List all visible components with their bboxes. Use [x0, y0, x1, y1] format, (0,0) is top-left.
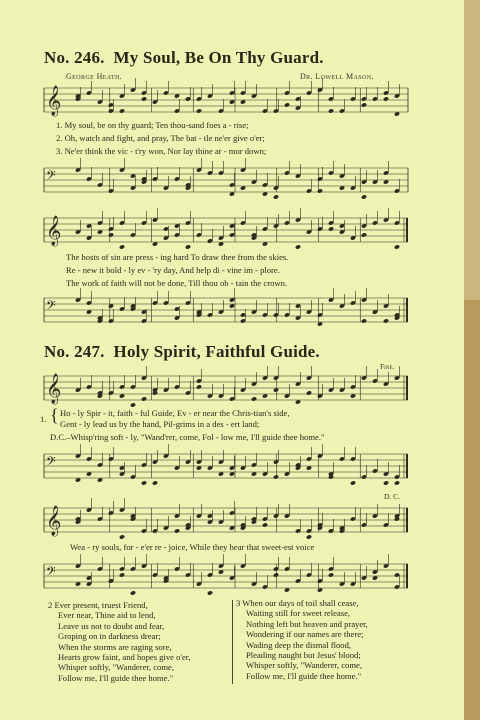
stanza-line: 3 When our days of toil shall cease,	[236, 598, 359, 608]
stanza-line: When the storms are raging sore,	[58, 641, 172, 652]
hymn-246-verse-1: 1. My soul, be on thy guard; Ten thou-sand foes a - rise;	[56, 120, 249, 130]
hymn-247-line-3: Wea - ry souls, for - e'er re - joice, While they hear that sweet-est voice	[70, 542, 315, 552]
stanza-3	[236, 598, 368, 681]
stanza-line: Whisper softly, "Wanderer, come,	[58, 662, 174, 673]
stanza-line: Leave us not to doubt and fear,	[58, 620, 165, 631]
verse-brace: {	[50, 405, 59, 425]
stanza-line: Follow me, I'll guide thee home."	[246, 670, 362, 681]
book-edge	[464, 300, 480, 720]
hymn-246-number: No. 246.	[44, 48, 105, 67]
svg-text:𝄞: 𝄞	[46, 506, 62, 536]
svg-text:𝄞: 𝄞	[46, 86, 62, 116]
hymn-247-dc-line: D.C.–Whisp'ring soft - ly, "Wand'rer, come, Fol - low me, I'll guide thee home."	[50, 432, 325, 442]
fine-label: Fine.	[380, 362, 395, 371]
hymn-247-line-2: Gent - ly lead us by the hand, Pil-grims in a des - ert land;	[60, 419, 260, 429]
hymn-246-verse-2: 2. Oh, watch and fight, and pray, The bat - tle ne'er give o'er;	[56, 133, 265, 143]
stanza-line: Nothing left but heaven and prayer,	[246, 618, 368, 629]
hymn-247-verse-number: 1.	[40, 414, 47, 424]
hymn-246-verse-1-cont: The hosts of sin are press - ing hard To draw thee from the skies.	[66, 252, 289, 262]
svg-text:𝄢: 𝄢	[46, 564, 56, 582]
hymn-247-number: No. 247.	[44, 342, 105, 361]
hymn-247-line-1: Ho - ly Spir - it, faith - ful Guide, Ev - er near the Chris-tian's side,	[60, 408, 290, 418]
stanza-line: Wondering if our names are there;	[246, 629, 364, 640]
svg-text:𝄞: 𝄞	[46, 216, 62, 246]
hymn-247-title	[44, 342, 320, 362]
stanza-line: Groping on in darkness drear;	[58, 631, 161, 642]
stanza-line: Follow me, I'll guide thee home."	[58, 672, 174, 683]
dc-label: D. C.	[384, 492, 401, 501]
hymn-247-bass-staff-2	[44, 560, 408, 592]
hymn-247-bass-staff-1	[44, 450, 408, 482]
stanza-line: Whisper softly, "Wanderer, come,	[246, 660, 362, 671]
stanza-line: Hearts grow faint, and hopes give o'er,	[58, 652, 191, 663]
hymn-246-verse-2-cont: Re - new it bold - ly ev - 'ry day, And help di - vine im - plore.	[66, 265, 280, 275]
stanza-divider	[232, 600, 233, 684]
stanza-line: 2 Ever present, truest Friend,	[48, 600, 148, 610]
hymn-246-title	[44, 48, 324, 68]
hymn-246-bass-staff-2	[44, 294, 408, 326]
stanza-line: Pleading naught but Jesus' blood;	[246, 650, 361, 661]
stanza-line: Waiting still for sweet release,	[246, 608, 351, 619]
stanza-line: Ever near, Thine aid to lend,	[58, 610, 156, 621]
hymn-246-verse-3-cont: The work of faith will not be done, Till thou ob - tain the crown.	[66, 278, 288, 288]
hymn-246-bass-staff-1	[44, 164, 408, 196]
hymn-246-verse-3: 3. Ne'er think the vic - t'ry won, Nor lay thine ar - mor down;	[56, 146, 267, 156]
hymn-247-treble-staff-2	[44, 504, 408, 536]
hymn-246-treble-staff-1	[44, 84, 408, 116]
hymn-246-composer: Dr. Lowell Mason.	[300, 72, 374, 81]
svg-text:𝄢: 𝄢	[46, 168, 56, 186]
stanza-line: Wading deep the dismal flood,	[246, 639, 352, 650]
svg-text:𝄢: 𝄢	[46, 454, 56, 472]
hymn-247-name: Holy Spirit, Faithful Guide.	[113, 342, 320, 361]
hymn-247-treble-staff-1	[44, 372, 408, 404]
stanza-2	[48, 600, 190, 683]
svg-text:𝄞: 𝄞	[46, 374, 62, 404]
hymn-246-author: George Heath.	[66, 72, 123, 81]
hymn-246-name: My Soul, Be On Thy Guard.	[113, 48, 324, 67]
hymn-246-treble-staff-2	[44, 214, 408, 246]
svg-text:𝄢: 𝄢	[46, 298, 56, 316]
